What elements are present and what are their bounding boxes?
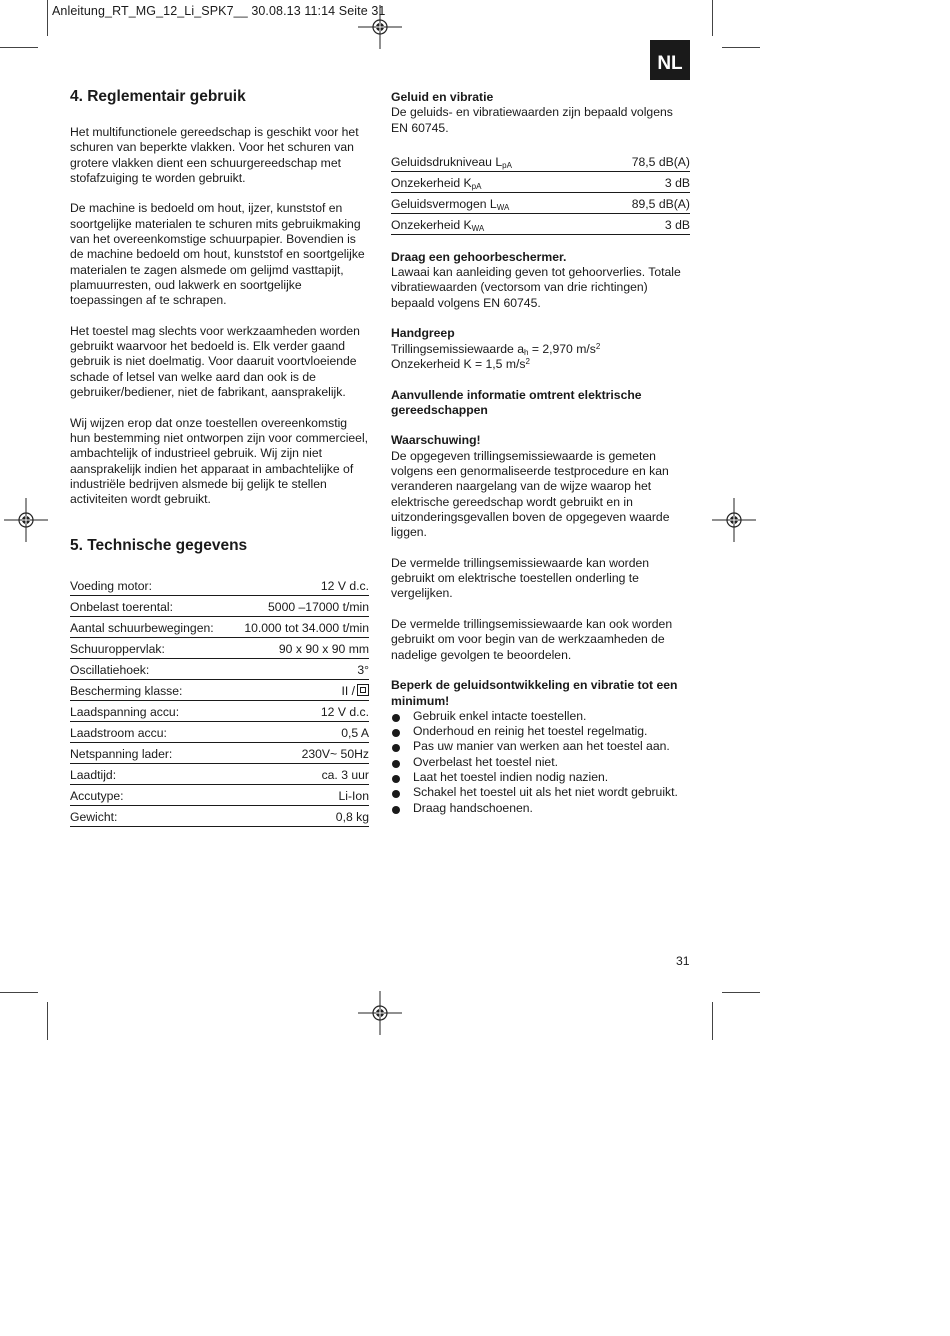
noise-value: 3 dB: [593, 171, 690, 192]
section-5-title: 5. Technische gegevens: [70, 537, 248, 555]
noise-value: 3 dB: [593, 213, 690, 234]
list-item: Draag handschoenen.: [391, 801, 691, 816]
spec-label: Bescherming klasse:: [70, 680, 230, 701]
noise-label-sub: pA: [502, 160, 512, 170]
print-slug: Anleitung_RT_MG_12_Li_SPK7__ 30.08.13 11:14 Seite 31: [52, 4, 386, 18]
text-sup: 2: [525, 356, 530, 366]
table-row: [70, 575, 369, 596]
left-column: [70, 88, 370, 827]
spec-value: 230V~ 50Hz: [230, 743, 369, 764]
table-row: [70, 617, 369, 638]
crop-mark: [712, 0, 713, 36]
estimate-text: De vermelde trillingsemissiewaarde kan ook worden gebruikt om voor begin van de werkzaamheden de nadelige gevolgen te beoordelen.: [391, 617, 673, 662]
paragraph: Het multifunctionele gereedschap is geschikt voor het schuren van beperkte vlakken. Voor het schuren van grotere vlakken dient een schuurgereedschap met stofafzuiging te worden gebruikt.: [70, 125, 359, 185]
table-row: [70, 659, 369, 680]
page-number: 31: [676, 954, 690, 968]
table-row: [70, 638, 369, 659]
list-item: Laat het toestel indien nodig nazien.: [391, 770, 691, 785]
list-item: Pas uw manier van werken aan het toestel aan.: [391, 739, 691, 754]
table-row: [391, 213, 690, 234]
table-row: [391, 151, 690, 172]
spec-label: Oscillatiehoek:: [70, 659, 230, 680]
noise-label-cell: [391, 213, 593, 234]
spec-label: Laadtijd:: [70, 764, 230, 785]
registration-mark-icon: [712, 498, 756, 542]
spec-value: II /: [341, 684, 355, 699]
spec-value: ca. 3 uur: [230, 764, 369, 785]
registration-mark-icon: [358, 991, 402, 1035]
noise-label-cell: [391, 151, 593, 172]
noise-label-sub: pA: [471, 181, 482, 191]
text-part: = 2,970 m/s: [528, 341, 596, 356]
spec-label: Voeding motor:: [70, 575, 230, 596]
text-sub: h: [523, 347, 529, 357]
noise-label-sub: WA: [471, 223, 485, 233]
spec-label: Accutype:: [70, 785, 230, 806]
table-row: [391, 192, 690, 213]
spec-label: Onbelast toerental:: [70, 596, 230, 617]
right-column: [391, 90, 691, 816]
language-tab: NL: [650, 40, 690, 80]
table-row: [70, 806, 369, 827]
hearing-text: Lawaai kan aanleiding geven tot gehoorverlies. Totale vibratiewaarden (vectorsom van drie richtingen) bepaald volgens EN 60745.: [391, 265, 681, 310]
list-item: Schakel het toestel uit als het niet wordt gebruikt.: [391, 785, 691, 800]
crop-mark: [722, 992, 760, 993]
section-4-title: 4. Reglementair gebruik: [70, 88, 246, 105]
crop-mark: [47, 1002, 48, 1040]
handgrip-line-2: [391, 357, 691, 372]
crop-mark: [722, 47, 760, 48]
list-item: Onderhoud en reinig het toestel regelmatig.: [391, 724, 691, 739]
text-sup: 2: [595, 341, 601, 351]
crop-mark: [0, 992, 38, 993]
spec-value: Li-Ion: [230, 785, 369, 806]
noise-label-cell: [391, 171, 593, 192]
limit-title: Beperk de geluidsontwikkeling en vibratie tot een minimum!: [391, 678, 678, 708]
spec-label: Laadspanning accu:: [70, 701, 230, 722]
noise-value: 89,5 dB(A): [593, 192, 690, 213]
crop-mark: [0, 47, 38, 48]
paragraph: Het toestel mag slechts voor werkzaamheden worden gebruikt waarvoor het bedoeld is. Elk verder gaand gebruik is niet doelmatig. Voor daaruit voortvloeiende schade of letsel van welke aard dan ook is de gebruiker/bediener, niet de fabrikant, aansprakelijk.: [70, 323, 360, 400]
spec-label: Laadstroom accu:: [70, 722, 230, 743]
noise-label: Onzekerheid K: [391, 217, 472, 232]
spec-value: 12 V d.c.: [230, 701, 369, 722]
text-part: Onzekerheid K = 1,5 m/s: [391, 356, 526, 371]
table-row: [70, 743, 369, 764]
table-row: [70, 680, 369, 701]
double-insulation-icon: [357, 684, 369, 696]
noise-label-cell: [391, 192, 593, 213]
hearing-title: Draag een gehoorbeschermer.: [391, 249, 567, 264]
crop-mark: [712, 1002, 713, 1040]
warning-text: De opgegeven trillingsemissiewaarde is gemeten volgens een genormaliseerde testprocedure en kan veranderen naargelang van de wijze waarop het elektrische gereedschap wordt gebruikt en in uitzonderingsgevallen boven de opgegeven waarde liggen.: [391, 448, 670, 540]
text-part: Trillingsemissiewaarde a: [391, 341, 524, 356]
paragraph: De machine is bedoeld om hout, ijzer, kunststof en soortgelijke materialen te schuren mits gebruikmaking van het overeenkomstige schuurpapier. Bovendien is de machine bedoeld om hout, kunststof en soortgelijke materialen te zagen alsmede om gelijmd vasttapijt, plamuurresten, oud lakwerk en soortgelijke toepassingen af te schrapen.: [70, 201, 365, 308]
noise-value: 78,5 dB(A): [593, 151, 690, 172]
spec-value-cell: [230, 680, 369, 701]
spec-table: [70, 575, 369, 827]
table-row: [70, 785, 369, 806]
registration-mark-icon: [4, 498, 48, 542]
list-item: Overbelast het toestel niet.: [391, 755, 691, 770]
bullet-list: [391, 709, 691, 816]
spec-value: 3°: [230, 659, 369, 680]
noise-label: Geluidsvermogen L: [391, 196, 497, 211]
spec-value: 0,8 kg: [230, 806, 369, 827]
table-row: [70, 764, 369, 785]
handgrip-title: Handgreep: [391, 326, 455, 341]
spec-value: 5000 –17000 t/min: [230, 596, 369, 617]
noise-label: Geluidsdrukniveau L: [391, 154, 503, 169]
spec-value: 10.000 tot 34.000 t/min: [230, 617, 369, 638]
list-item: Gebruik enkel intacte toestellen.: [391, 709, 691, 724]
paragraph: Wij wijzen erop dat onze toestellen overeenkomstig hun bestemming niet ontworpen zijn voor commercieel, ambachtelijk of industrieel gebruik. Wij zijn niet aansprakelijk indien het apparaat in ambachtelijke of industriële bedrijven alsmede bij gelijk te stellen activiteiten wordt gebruikt.: [70, 415, 369, 507]
registration-mark-icon: [358, 5, 402, 49]
handgrip-line-1: [391, 342, 691, 357]
spec-value: 0,5 A: [230, 722, 369, 743]
spec-label: Gewicht:: [70, 806, 230, 827]
spec-value: 12 V d.c.: [230, 575, 369, 596]
noise-label-sub: WA: [496, 202, 510, 212]
spec-label: Schuuroppervlak:: [70, 638, 230, 659]
spec-label: Netspanning lader:: [70, 743, 230, 764]
spec-label: Aantal schuurbewegingen:: [70, 617, 230, 638]
noise-intro: De geluids- en vibratiewaarden zijn bepaald volgens EN 60745.: [391, 105, 673, 135]
compare-text: De vermelde trillingsemissiewaarde kan worden gebruikt om elektrische toestellen onderling te vergelijken.: [391, 555, 650, 601]
noise-table: [391, 151, 690, 235]
table-row: [70, 701, 369, 722]
table-row: [70, 722, 369, 743]
additional-title: Aanvullende informatie omtrent elektrische gereedschappen: [391, 387, 642, 417]
table-row: [391, 171, 690, 192]
noise-label: Onzekerheid K: [391, 175, 472, 190]
table-row: [70, 596, 369, 617]
warning-title: Waarschuwing!: [391, 433, 481, 448]
spec-value: 90 x 90 x 90 mm: [230, 638, 369, 659]
crop-mark: [47, 0, 48, 36]
noise-title: Geluid en vibratie: [391, 90, 494, 104]
